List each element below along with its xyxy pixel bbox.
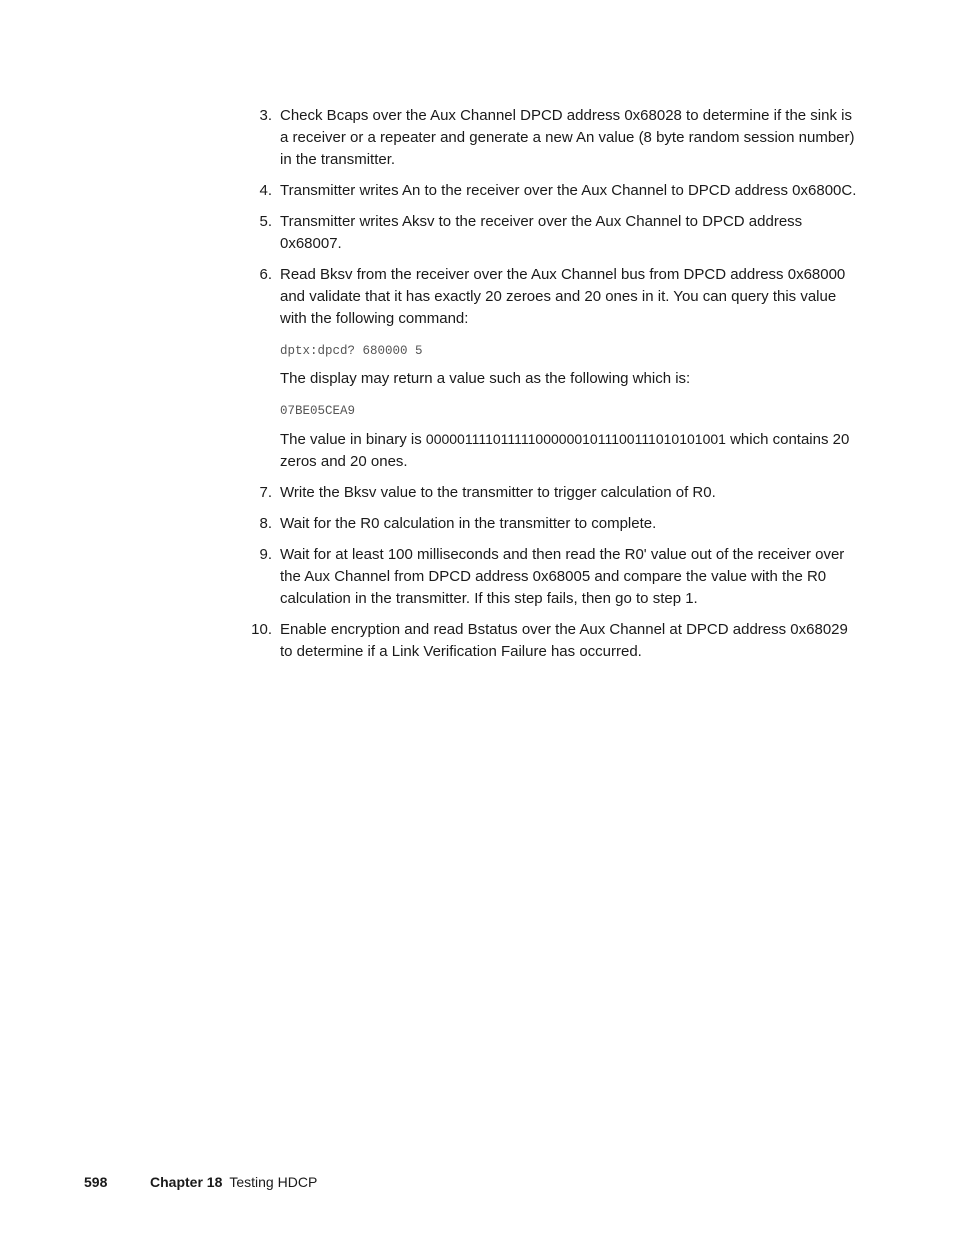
step-text: Enable encryption and read Bstatus over the Aux Channel at DPCD address 0x68029 to determine if a Link Verification Failure has occurred.	[280, 621, 848, 660]
list-item	[244, 264, 874, 473]
list-item	[244, 180, 874, 202]
binary-line-2: zeros and 20 ones.	[280, 453, 408, 470]
step-number: 5.	[259, 213, 272, 230]
step-number: 7.	[259, 484, 272, 501]
step-number: 4.	[259, 182, 272, 199]
step-number: 10.	[251, 621, 272, 638]
step-number: 8.	[259, 515, 272, 532]
page-number: 598	[84, 1174, 108, 1190]
binary-suffix: which contains 20	[725, 431, 850, 448]
step-text: Check Bcaps over the Aux Channel DPCD address 0x68028 to determine if the sink is a receiver or a repeater and generate a new An value (8 byte random session number) in the transmitter.	[280, 107, 855, 168]
return-value: 07BE05CEA9	[280, 404, 356, 418]
query-command: dptx:dpcd? 680000 5	[280, 344, 423, 358]
step-number: 3.	[259, 107, 272, 124]
binary-explanation	[280, 428, 874, 473]
list-item	[244, 513, 874, 535]
step-text: Write the Bksv value to the transmitter to trigger calculation of R0.	[280, 484, 716, 501]
step-text: Read Bksv from the receiver over the Aux Channel bus from DPCD address 0x68000 and validate that it has exactly 20 zeroes and 20 ones in it. You can query this value with the following command:	[280, 266, 846, 327]
binary-prefix: The value in binary is	[280, 431, 426, 448]
list-item	[244, 211, 874, 255]
step-text: Transmitter writes An to the receiver over the Aux Channel to DPCD address 0x6800C.	[280, 182, 857, 199]
step-text: Wait for at least 100 milliseconds and then read the R0' value out of the receiver over the Aux Channel from DPCD address 0x68005 and compare the value with the R0 calculation in the transmitter. If this step fails, then go to step 1.	[280, 546, 845, 607]
binary-value: 0000011110111110000001011100111010101001	[425, 431, 726, 447]
step-text: Wait for the R0 calculation in the transmitter to complete.	[280, 515, 657, 532]
step-number: 6.	[259, 266, 272, 283]
chapter-title: Testing HDCP	[229, 1174, 318, 1190]
return-intro-text: The display may return a value such as the following which is:	[280, 370, 691, 387]
page-footer	[84, 1172, 317, 1192]
list-item	[244, 619, 874, 663]
step-number: 9.	[259, 546, 272, 563]
list-item	[244, 482, 874, 504]
list-item	[244, 544, 874, 610]
numbered-step-list	[244, 105, 874, 672]
step-text: Transmitter writes Aksv to the receiver over the Aux Channel to DPCD address 0x68007.	[280, 213, 803, 252]
list-item	[244, 105, 874, 171]
chapter-label: Chapter 18	[150, 1174, 223, 1190]
